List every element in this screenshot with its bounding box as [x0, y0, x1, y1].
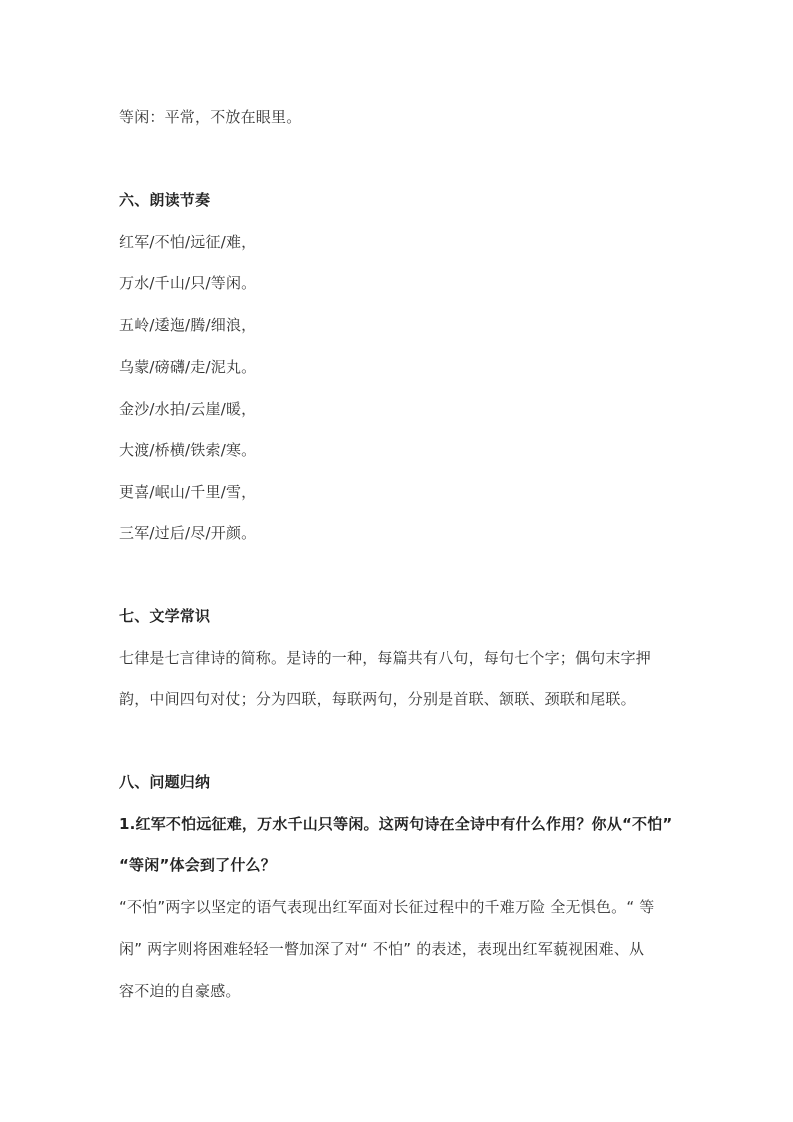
- question-line: “等闲”体会到了什么？: [119, 856, 276, 874]
- answer-line: “不怕”两字以坚定的语气表现出红军面对长征过程中的千难万险 全无惧色。“ 等: [119, 898, 655, 916]
- paragraph-line: 七律是七言律诗的简称。是诗的一种，每篇共有八句，每句七个字；偶句末字押: [119, 649, 652, 667]
- rhythm-line: 乌蒙/磅礴/走/泥丸。: [119, 358, 257, 376]
- section-heading-literary-knowledge: 七、文学常识: [119, 607, 211, 625]
- rhythm-line: 大渡/桥横/铁索/寒。: [119, 441, 257, 459]
- section-heading-reading-rhythm: 六、朗读节奏: [119, 191, 211, 209]
- section-heading-question-summary: 八、问题归纳: [119, 773, 211, 791]
- answer-line: 闲” 两字则将困难轻轻一瞥加深了对“ 不怕” 的表述，表现出红军藐视困难、从: [119, 940, 645, 958]
- answer-line: 容不迫的自豪感。: [119, 982, 241, 1000]
- rhythm-line: 三军/过后/尽/开颜。: [119, 524, 257, 542]
- paragraph-line: 韵，中间四句对仗；分为四联，每联两句，分别是首联、颔联、颈联和尾联。: [119, 690, 636, 708]
- rhythm-line: 五岭/逶迤/腾/细浪，: [119, 316, 257, 334]
- rhythm-line: 万水/千山/只/等闲。: [119, 274, 257, 292]
- question-line: 1.红军不怕远征难，万水千山只等闲。这两句诗在全诗中有什么作用？你从“不怕”: [119, 815, 673, 833]
- rhythm-line: 更喜/岷山/千里/雪，: [119, 483, 257, 501]
- definition-text: 等闲：平常，不放在眼里。: [119, 108, 302, 126]
- rhythm-line: 金沙/水拍/云崖/暖，: [119, 400, 257, 418]
- rhythm-line: 红军/不怕/远征/难，: [119, 233, 257, 251]
